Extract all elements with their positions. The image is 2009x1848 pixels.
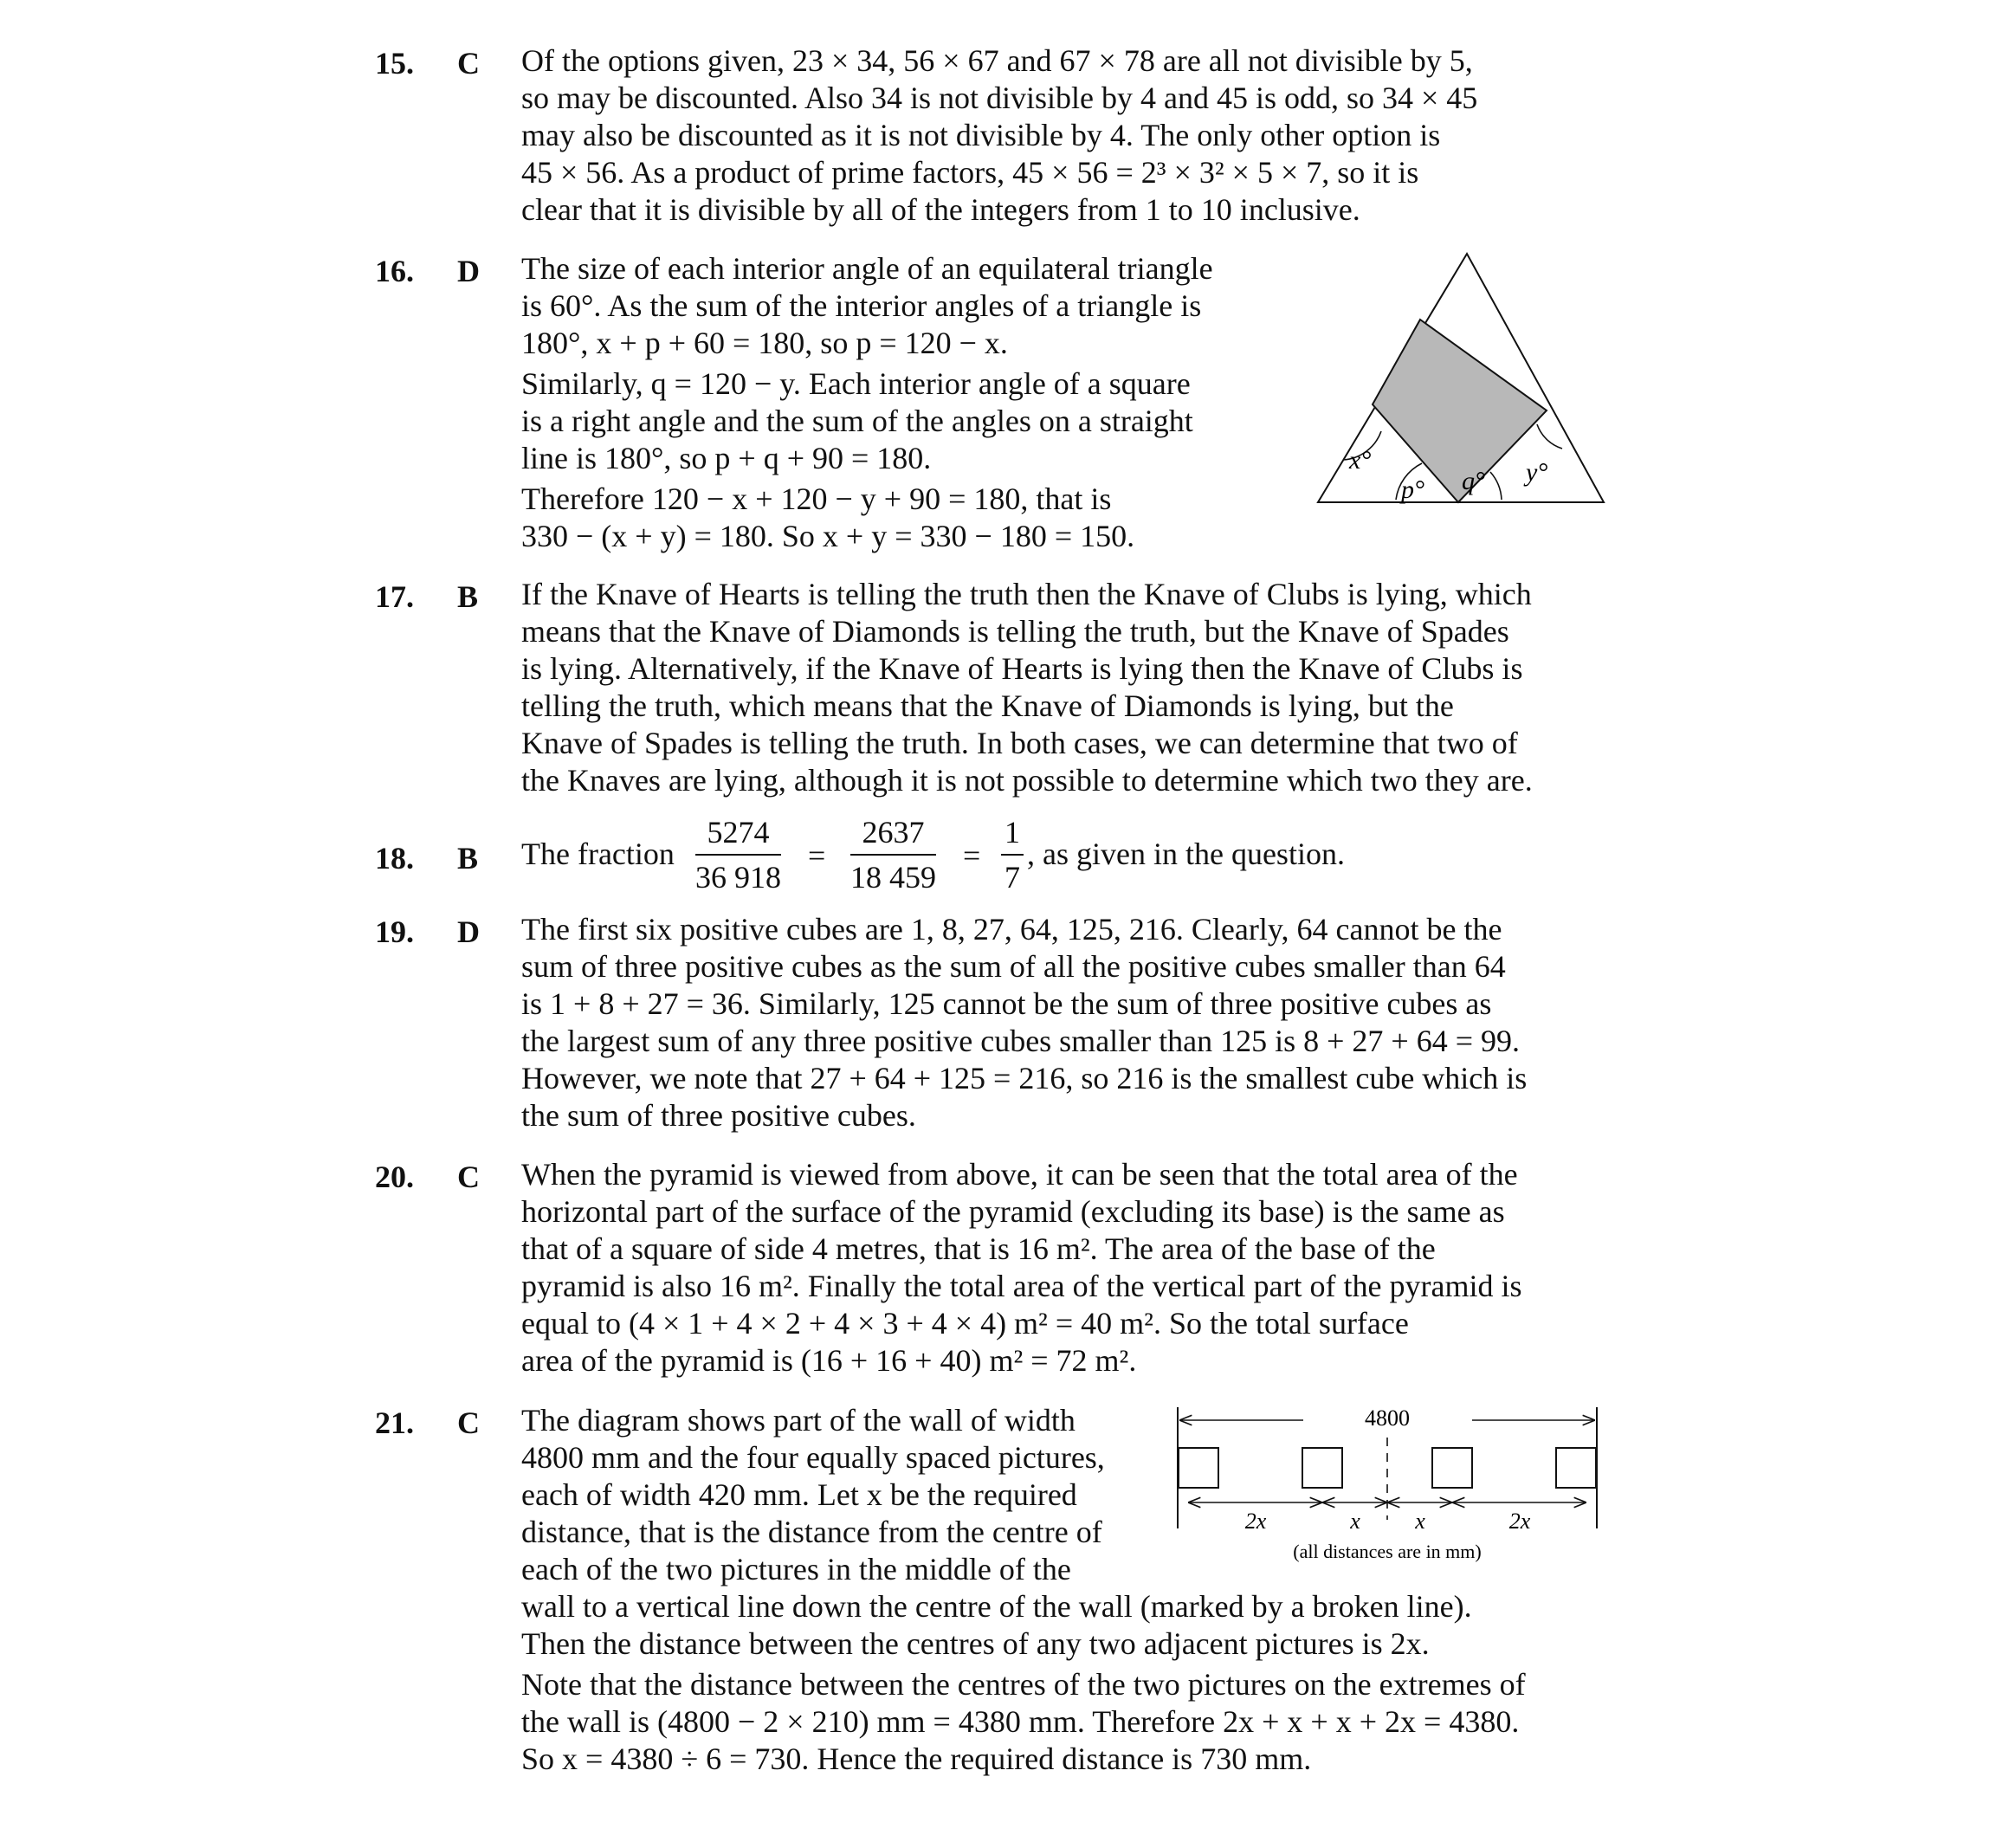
- picture: [1556, 1448, 1596, 1488]
- text-line: When the pyramid is viewed from above, it can be seen that the total area of the: [521, 1157, 1518, 1192]
- question-number: 16.: [375, 254, 414, 288]
- angle-x-label: x°: [1349, 446, 1372, 475]
- text-line: may also be discounted as it is not divisible by 4. The only other option is: [521, 118, 1441, 152]
- question-number: 20.: [375, 1160, 414, 1194]
- text-line: pyramid is also 16 m². Finally the total area of the vertical part of the pyramid is: [521, 1269, 1522, 1303]
- fraction: [695, 811, 781, 899]
- question-number: 21.: [375, 1405, 414, 1440]
- text-line: each of the two pictures in the middle of the: [521, 1552, 1071, 1586]
- angle-q-label: q°: [1462, 467, 1485, 495]
- segment-label: x: [1415, 1509, 1425, 1534]
- text-line: Similarly, q = 120 − y. Each interior angle of a square: [521, 366, 1191, 401]
- text-line: the sum of three positive cubes.: [521, 1098, 916, 1133]
- picture: [1179, 1448, 1218, 1488]
- answer-letter: B: [457, 841, 479, 876]
- question-number: 18.: [375, 841, 414, 876]
- question-number: 19.: [375, 914, 414, 949]
- text-line: means that the Knave of Diamonds is telling the truth, but the Knave of Spades: [521, 614, 1509, 649]
- fraction: [850, 811, 936, 899]
- answer-letter: C: [457, 46, 480, 81]
- text-line: Of the options given, 23 × 34, 56 × 67 and 67 × 78 are all not divisible by 5,: [521, 43, 1473, 78]
- triangle-square-diagram: [1308, 247, 1606, 507]
- denominator: 7: [1005, 860, 1020, 895]
- text-line: each of width 420 mm. Let x be the required: [521, 1477, 1077, 1512]
- segment-label: 2x: [1244, 1509, 1267, 1534]
- numerator: 2637: [850, 811, 936, 856]
- text-line: is 1 + 8 + 27 = 36. Similarly, 125 cannot be the sum of three positive cubes as: [521, 986, 1492, 1021]
- equals-sign: =: [963, 838, 981, 873]
- text-line: So x = 4380 ÷ 6 = 730. Hence the required distance is 730 mm.: [521, 1741, 1312, 1776]
- answer-letter: C: [457, 1405, 480, 1440]
- text-line: is a right angle and the sum of the angles on a straight: [521, 404, 1193, 438]
- text-line: sum of three positive cubes as the sum of all the positive cubes smaller than 64: [521, 949, 1506, 984]
- text-line: equal to (4 × 1 + 4 × 2 + 4 × 3 + 4 × 4) m² = 40 m². So the total surface: [521, 1306, 1409, 1341]
- text-line: Knave of Spades is telling the truth. In both cases, we can determine that two of: [521, 726, 1518, 760]
- wall-width-label: 4800: [1365, 1405, 1410, 1431]
- wall-pictures-diagram: [1169, 1394, 1606, 1567]
- text-line: that of a square of side 4 metres, that is 16 m². The area of the base of the: [521, 1231, 1436, 1266]
- picture: [1302, 1448, 1342, 1488]
- text-line: The fraction: [521, 837, 675, 871]
- text-line: the largest sum of any three positive cubes smaller than 125 is 8 + 27 + 64 = 99.: [521, 1024, 1521, 1058]
- text-line: 4800 mm and the four equally spaced pictures,: [521, 1440, 1105, 1475]
- numerator: 5274: [695, 811, 781, 856]
- answer-letter: D: [457, 914, 480, 949]
- question-number: 15.: [375, 46, 414, 81]
- segment-label: 2x: [1508, 1509, 1531, 1534]
- units-note: (all distances are in mm): [1293, 1541, 1482, 1562]
- text-line: wall to a vertical line down the centre of the wall (marked by a broken line).: [521, 1589, 1472, 1624]
- equals-sign: =: [808, 838, 826, 873]
- text-line: the wall is (4800 − 2 × 210) mm = 4380 mm. Therefore 2x + x + x + 2x = 4380.: [521, 1704, 1520, 1739]
- text-line: 45 × 56. As a product of prime factors, 45 × 56 = 2³ × 3² × 5 × 7, so it is: [521, 155, 1419, 190]
- text-line: horizontal part of the surface of the pyramid (excluding its base) is the same as: [521, 1194, 1505, 1229]
- text-line: The size of each interior angle of an equilateral triangle: [521, 251, 1213, 286]
- text-line: The first six positive cubes are 1, 8, 27, 64, 125, 216. Clearly, 64 cannot be the: [521, 912, 1502, 947]
- answer-letter: C: [457, 1160, 480, 1194]
- text-line: 180°, x + p + 60 = 180, so p = 120 − x.: [521, 326, 1008, 360]
- text-line: However, we note that 27 + 64 + 125 = 216, so 216 is the smallest cube which is: [521, 1061, 1528, 1095]
- fraction: [1001, 811, 1024, 899]
- text-line: is lying. Alternatively, if the Knave of Hearts is lying then the Knave of Clubs is: [521, 651, 1523, 686]
- text-line: is 60°. As the sum of the interior angles of a triangle is: [521, 288, 1202, 323]
- text-line: telling the truth, which means that the Knave of Diamonds is lying, but the: [521, 688, 1454, 723]
- answer-letter: D: [457, 254, 480, 288]
- text-line: If the Knave of Hearts is telling the truth then the Knave of Clubs is lying, which: [521, 577, 1532, 611]
- text-line: 330 − (x + y) = 180. So x + y = 330 − 180 = 150.: [521, 519, 1135, 553]
- segment-label: x: [1350, 1509, 1360, 1534]
- text-line: area of the pyramid is (16 + 16 + 40) m² = 72 m².: [521, 1343, 1137, 1378]
- numerator: 1: [1001, 811, 1024, 856]
- angle-p-label: p°: [1401, 475, 1424, 504]
- denominator: 36 918: [695, 860, 781, 895]
- denominator: 18 459: [850, 860, 936, 895]
- text-line: distance, that is the distance from the centre of: [521, 1515, 1102, 1549]
- text-line: Therefore 120 − x + 120 − y + 90 = 180, that is: [521, 481, 1112, 516]
- text-line: , as given in the question.: [1027, 837, 1345, 871]
- text-line: the Knaves are lying, although it is not possible to determine which two they are.: [521, 763, 1533, 798]
- text-line: clear that it is divisible by all of the integers from 1 to 10 inclusive.: [521, 192, 1360, 227]
- angle-y-label: y°: [1526, 458, 1548, 487]
- question-number: 17.: [375, 579, 414, 614]
- text-line: Note that the distance between the centres of the two pictures on the extremes of: [521, 1667, 1526, 1702]
- text-line: Then the distance between the centres of any two adjacent pictures is 2x.: [521, 1626, 1430, 1661]
- text-line: line is 180°, so p + q + 90 = 180.: [521, 441, 932, 475]
- answer-letter: B: [457, 579, 479, 614]
- text-line: The diagram shows part of the wall of width: [521, 1403, 1076, 1438]
- text-line: so may be discounted. Also 34 is not divisible by 4 and 45 is odd, so 34 × 45: [521, 81, 1478, 115]
- picture: [1432, 1448, 1472, 1488]
